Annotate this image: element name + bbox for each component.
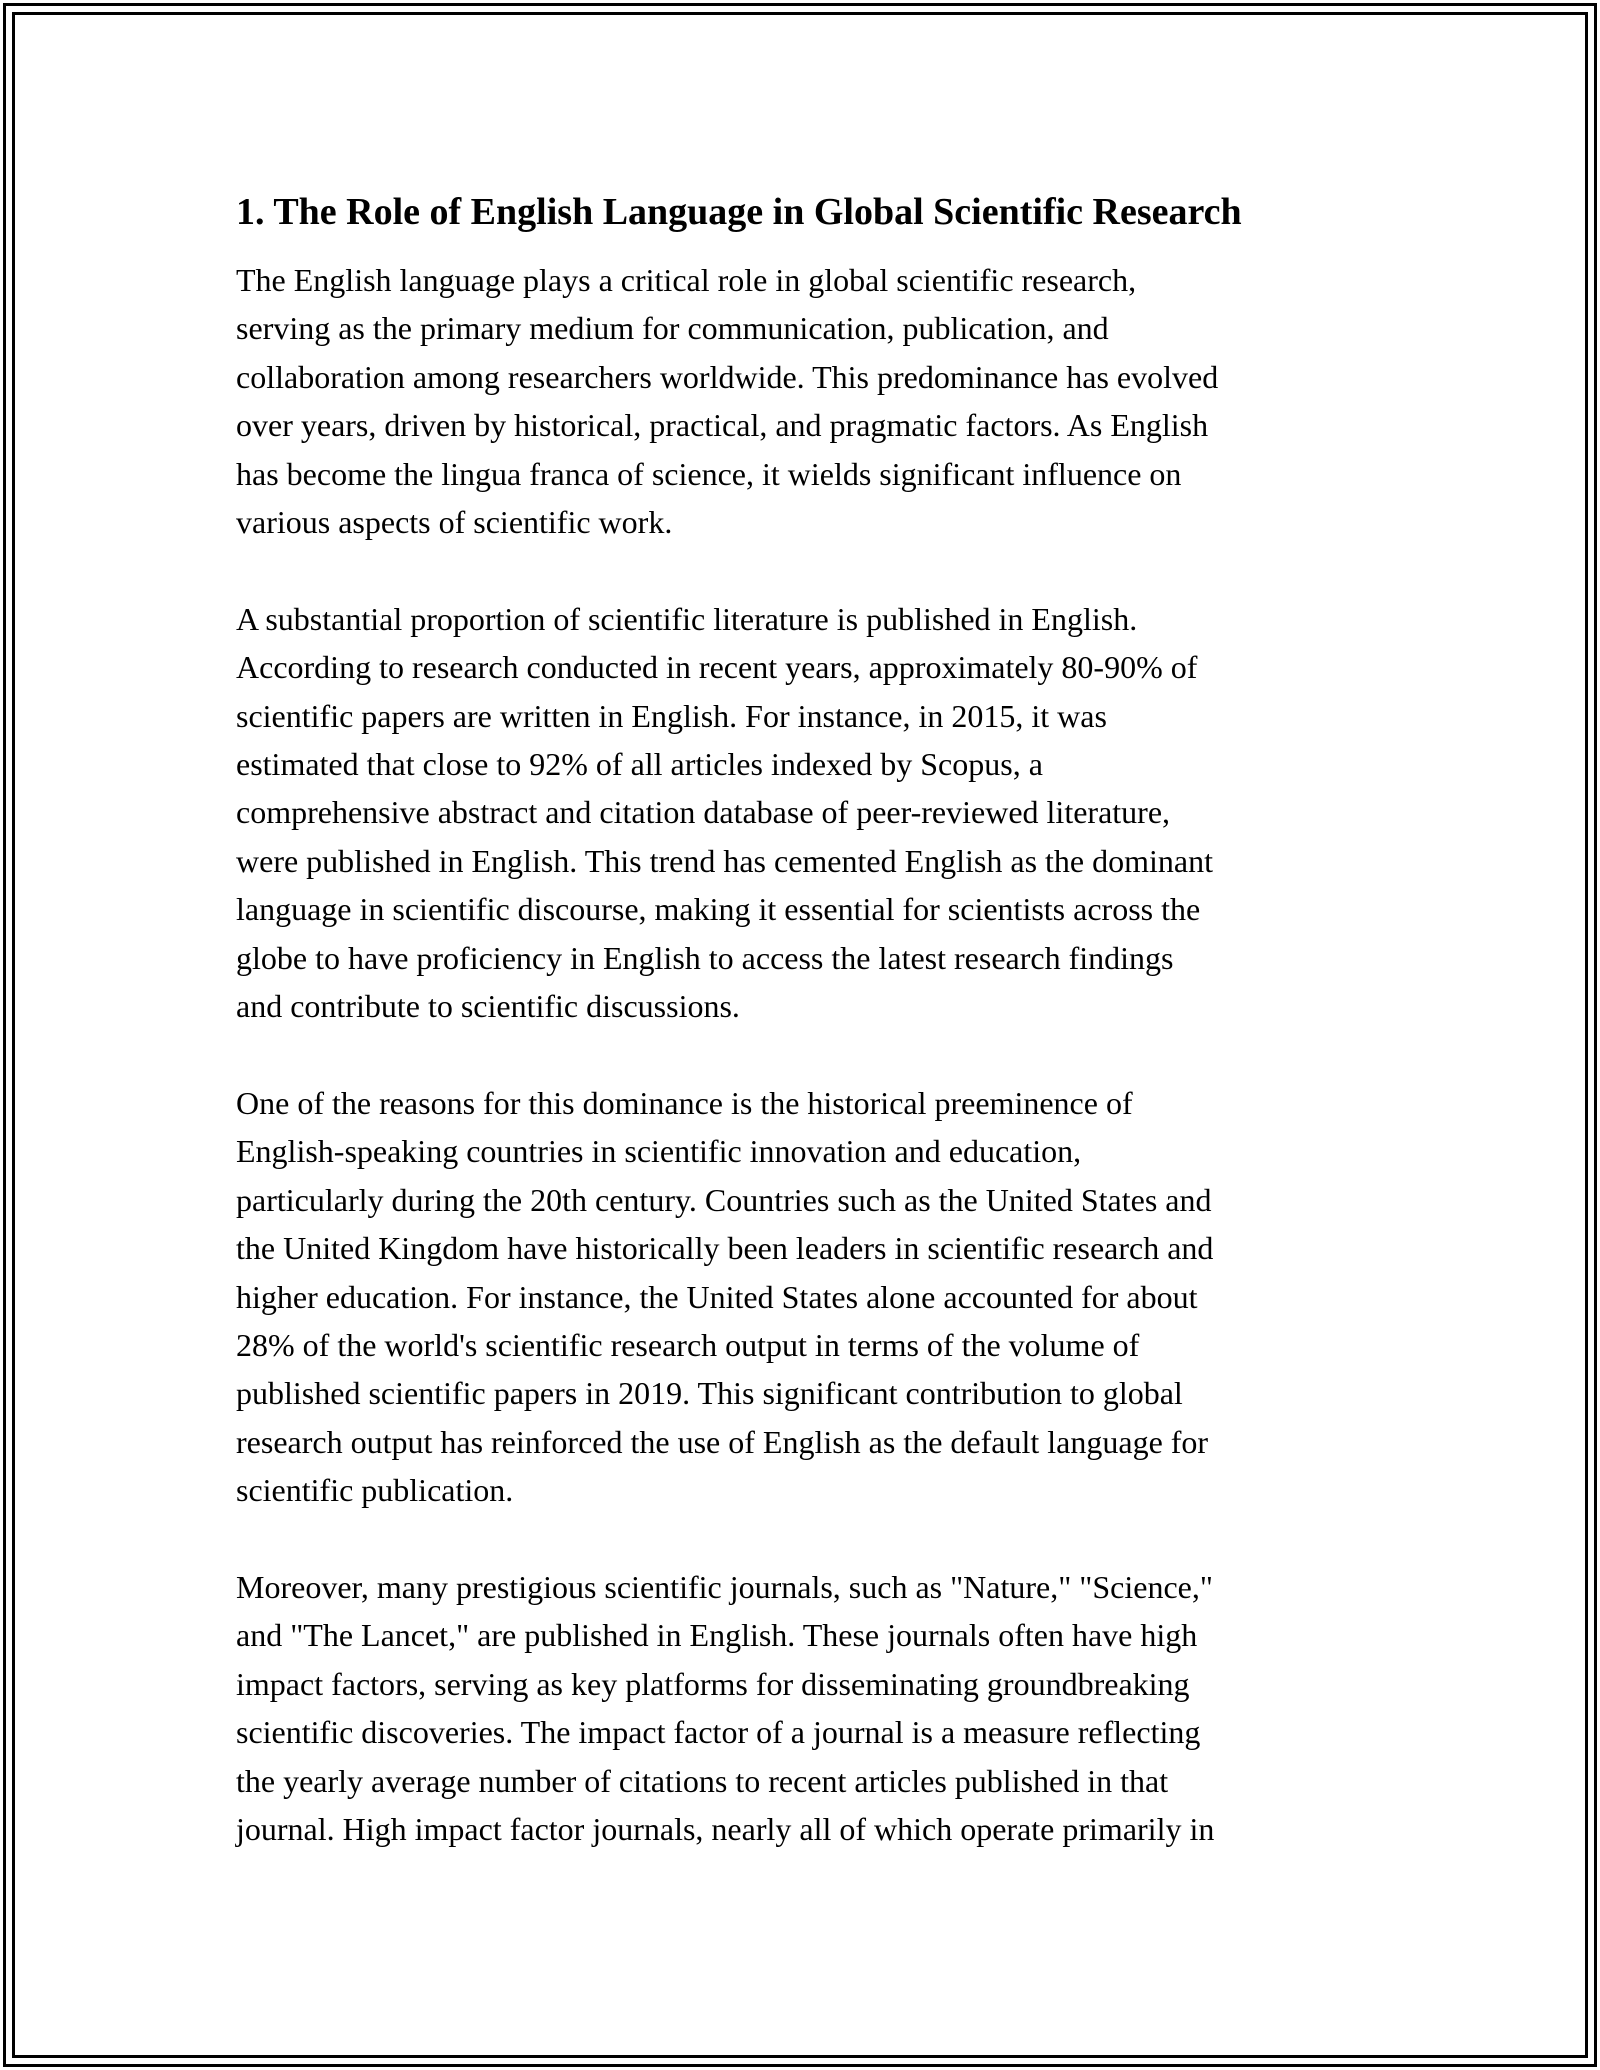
- paragraph-line: were published in English. This trend has cemented English as the dominant: [236, 842, 1213, 879]
- paragraph-line: comprehensive abstract and citation database of peer-reviewed literature,: [236, 794, 1171, 831]
- paragraph-line: estimated that close to 92% of all articles indexed by Scopus, a: [236, 746, 1043, 783]
- paragraph-line: serving as the primary medium for communication, publication, and: [236, 310, 1109, 347]
- document-page: [236, 186, 1376, 1853]
- paragraph-line: 28% of the world's scientific research output in terms of the volume of: [236, 1326, 1140, 1363]
- paragraph-line: The English language plays a critical role in global scientific research,: [236, 262, 1137, 298]
- paragraph-line: various aspects of scientific work.: [236, 504, 673, 541]
- paragraph-line: and contribute to scientific discussions.: [236, 988, 740, 1025]
- paragraph-line: scientific publication.: [236, 1472, 514, 1509]
- paragraph-line: and "The Lancet," are published in English. These journals often have high: [236, 1617, 1198, 1654]
- paragraph-line: According to research conducted in recent years, approximately 80-90% of: [236, 649, 1198, 686]
- paragraph-line: scientific papers are written in English. For instance, in 2015, it was: [236, 697, 1107, 734]
- paragraph-line: Moreover, many prestigious scientific journals, such as "Nature," "Science,": [236, 1568, 1213, 1605]
- paragraph-line: scientific discoveries. The impact factor of a journal is a measure reflecting: [236, 1714, 1201, 1751]
- paragraph-line: impact factors, serving as key platforms for disseminating groundbreaking: [236, 1665, 1190, 1702]
- paragraph-spacer: [236, 546, 1376, 594]
- paragraph-1: [236, 256, 1376, 546]
- paragraph-3: [236, 1079, 1376, 1515]
- paragraph-line: globe to have proficiency in English to access the latest research findings: [236, 939, 1174, 976]
- paragraph-line: research output has reinforced the use of English as the default language for: [236, 1423, 1209, 1460]
- paragraph-line: collaboration among researchers worldwide. This predominance has evolved: [236, 358, 1219, 395]
- paragraph-line: A substantial proportion of scientific literature is published in English.: [236, 600, 1138, 637]
- paragraph-line: One of the reasons for this dominance is the historical preeminence of: [236, 1084, 1133, 1121]
- paragraph-spacer: [236, 1515, 1376, 1563]
- paragraph-line: the United Kingdom have historically been leaders in scientific research and: [236, 1230, 1214, 1267]
- section-heading: 1. The Role of English Language in Global Scientific Research: [236, 191, 1242, 233]
- paragraph-line: the yearly average number of citations to recent articles published in that: [236, 1762, 1169, 1799]
- paragraph-line: journal. High impact factor journals, nearly all of which operate primarily in: [236, 1810, 1215, 1847]
- paragraph-line: published scientific papers in 2019. This significant contribution to global: [236, 1375, 1183, 1412]
- paragraph-2: [236, 595, 1376, 1031]
- paragraph-line: language in scientific discourse, making it essential for scientists across the: [236, 891, 1201, 928]
- paragraph-line: over years, driven by historical, practical, and pragmatic factors. As English: [236, 407, 1209, 444]
- paragraph-spacer: [236, 1030, 1376, 1078]
- paragraph-line: has become the lingua franca of science, it wields significant influence on: [236, 455, 1182, 492]
- paragraph-line: higher education. For instance, the United States alone accounted for about: [236, 1278, 1198, 1315]
- paragraph-line: English-speaking countries in scientific innovation and education,: [236, 1133, 1082, 1170]
- paragraph-line: particularly during the 20th century. Countries such as the United States and: [236, 1181, 1212, 1218]
- paragraph-4: [236, 1563, 1376, 1853]
